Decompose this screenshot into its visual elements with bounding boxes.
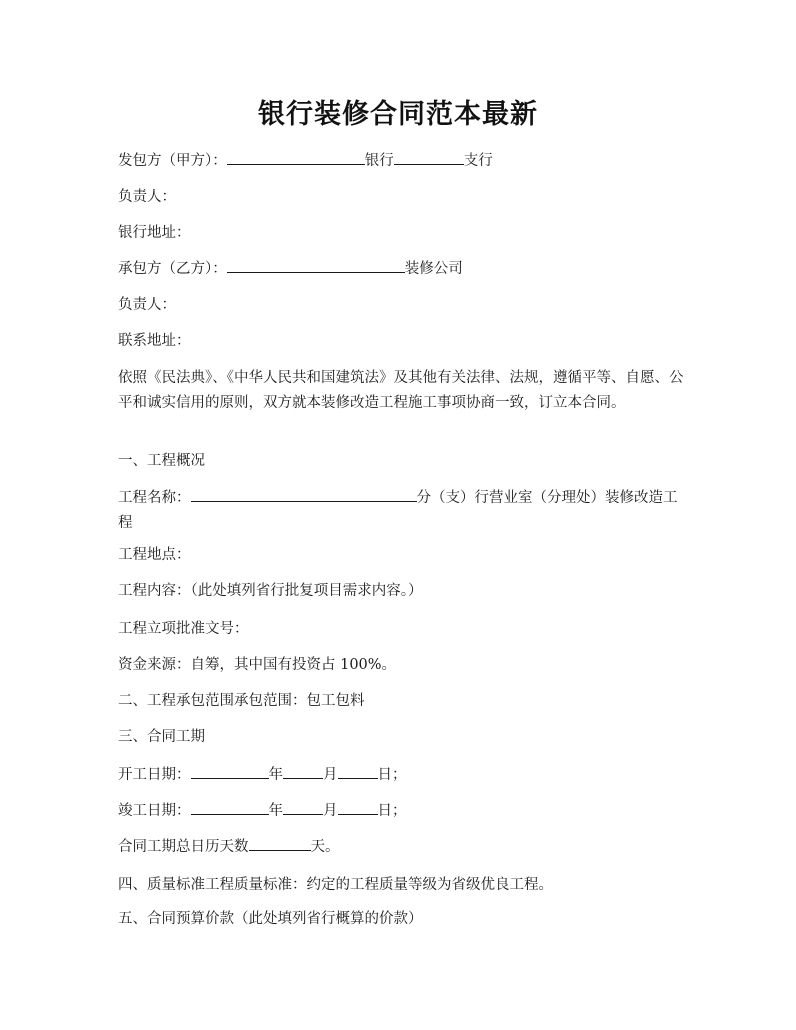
start-day-blank <box>338 763 378 779</box>
start-month-unit: 月 <box>323 767 338 783</box>
end-year-blank <box>191 799 269 815</box>
section-2-heading: 二、工程承包范围承包范围：包工包料 <box>118 693 365 709</box>
party-b-person: 负责人： <box>118 297 176 313</box>
section-5-heading: 五、合同预算价款（此处填列省行概算的价款） <box>118 911 423 927</box>
end-date-label: 竣工日期： <box>118 803 191 819</box>
funding-source: 资金来源：自筹，其中国有投资占 100%。 <box>118 657 397 673</box>
company-name-blank <box>227 257 405 273</box>
project-name-line <box>118 486 684 536</box>
company-suffix: 装修公司 <box>404 261 463 277</box>
preamble-paragraph: 依照《民法典》、《中华人民共和国建筑法》及其他有关法律、法规，遵循平等、自愿、公平和诚实信用的原则，双方就本装修改造工程施工事项协商一致，订立本合同。 <box>118 370 684 411</box>
section-1-heading: 一、工程概况 <box>118 453 205 469</box>
section-4-heading: 四、质量标准工程质量标准：约定的工程质量等级为省级优良工程。 <box>118 877 553 893</box>
bank-name-blank <box>227 149 365 165</box>
branch-name-blank <box>394 149 464 165</box>
total-days-suffix: 天。 <box>310 839 340 855</box>
party-b-line <box>118 256 688 282</box>
bank-suffix: 银行 <box>364 153 394 169</box>
party-a-line <box>118 148 688 174</box>
project-name-label: 工程名称： <box>118 490 191 506</box>
total-days-line <box>118 834 688 860</box>
project-name-blank <box>191 486 417 502</box>
project-content: 工程内容：（此处填列省行批复项目需求内容。） <box>118 583 423 599</box>
party-a-person: 负责人： <box>118 189 176 205</box>
approval-number: 工程立项批准文号： <box>118 621 249 637</box>
project-name-suffix: 分（支）行营业室（分理处）装修改造工程 <box>118 490 678 531</box>
start-day-unit: 日； <box>377 767 407 783</box>
start-date-label: 开工日期： <box>118 767 191 783</box>
start-month-blank <box>283 763 323 779</box>
end-day-unit: 日； <box>377 803 407 819</box>
end-month-blank <box>283 799 323 815</box>
total-days-blank <box>249 835 311 851</box>
party-b-label: 承包方（乙方）： <box>118 261 227 277</box>
project-location: 工程地点： <box>118 547 191 563</box>
contact-address: 联系地址： <box>118 333 191 349</box>
bank-address: 银行地址： <box>118 225 191 241</box>
start-year-unit: 年 <box>268 767 283 783</box>
end-year-unit: 年 <box>268 803 283 819</box>
total-days-label: 合同工期总日历天数 <box>118 839 249 855</box>
end-month-unit: 月 <box>323 803 338 819</box>
end-day-blank <box>338 799 378 815</box>
section-3-heading: 三、合同工期 <box>118 729 205 745</box>
start-year-blank <box>191 763 269 779</box>
document-title: 银行装修合同范本最新 <box>258 99 538 130</box>
end-date-line <box>118 798 688 824</box>
party-a-label: 发包方（甲方）： <box>118 153 227 169</box>
branch-suffix: 支行 <box>463 153 493 169</box>
start-date-line <box>118 762 688 788</box>
